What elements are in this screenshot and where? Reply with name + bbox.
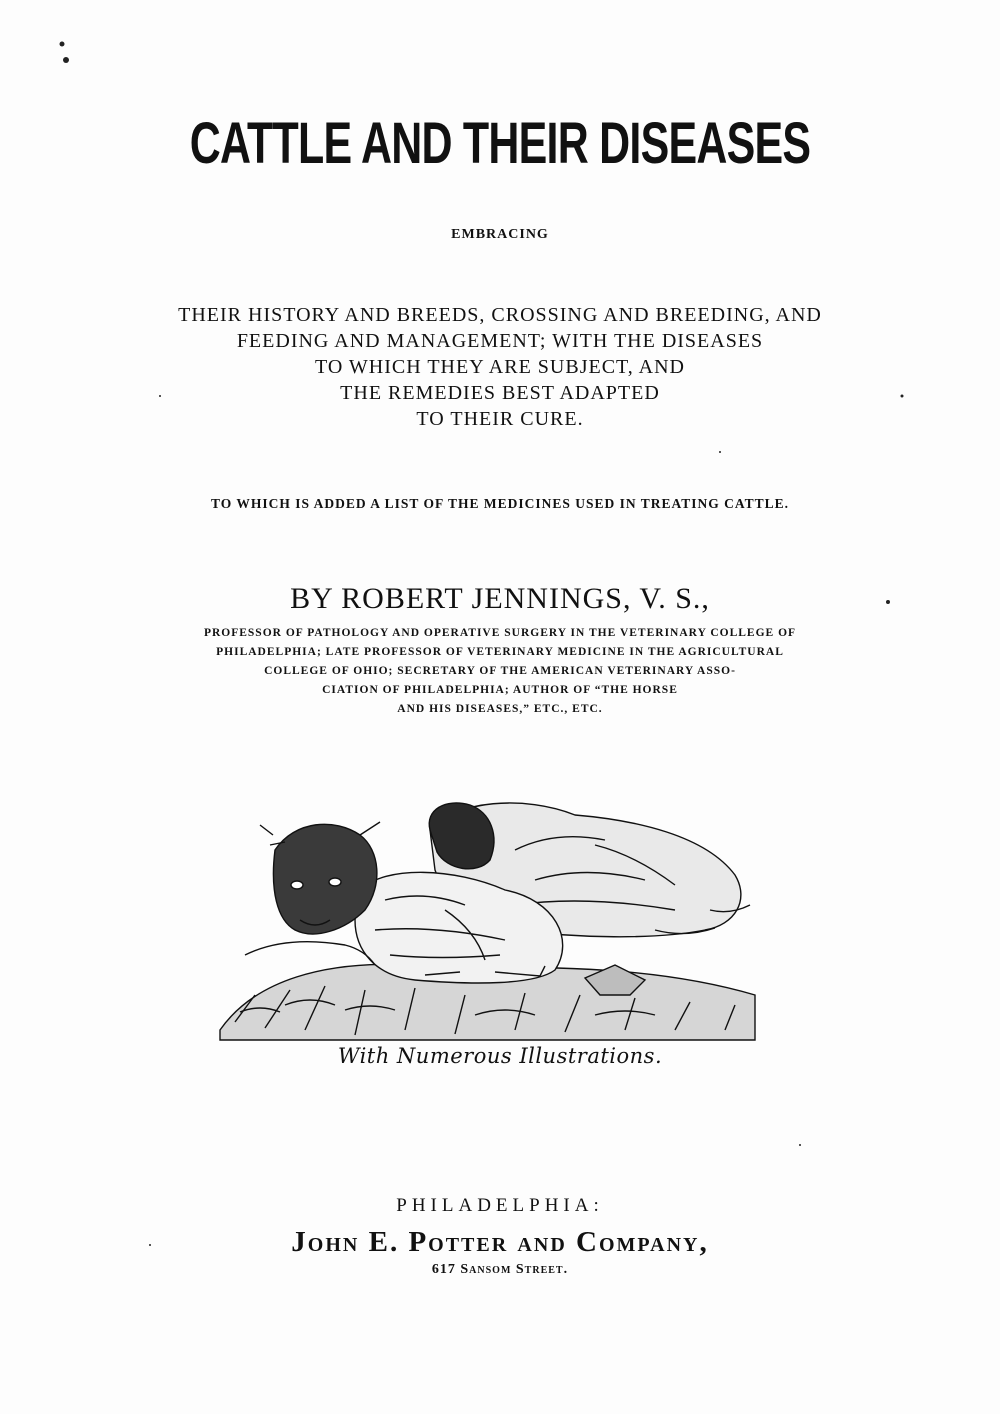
credentials-line-4: CIATION OF PHILADELPHIA; AUTHOR OF “THE HORSE <box>322 684 678 696</box>
imprint-city: PHILADELPHIA: <box>396 1195 604 1216</box>
credentials-line-1: PROFESSOR OF PATHOLOGY AND OPERATIVE SURGERY IN THE VETERINARY COLLEGE OF <box>203 627 797 639</box>
added-note: TO WHICH IS ADDED A LIST OF THE MEDICINES USED IN TREATING CATTLE. <box>210 496 790 511</box>
imprint-address: 617 Sansom Street. <box>431 1262 569 1277</box>
subtitle-line-3: TO WHICH THEY ARE SUBJECT, AND <box>314 356 686 378</box>
subtitle-line-4: THE REMEDIES BEST ADAPTED <box>340 382 660 404</box>
subtitle-line-1: THEIR HISTORY AND BREEDS, CROSSING AND BREEDING, AND <box>178 304 822 326</box>
imprint-publisher: John E. Potter and Company, <box>291 1226 709 1258</box>
cattle-engraving <box>215 790 760 1045</box>
book-title: CATTLE AND THEIR DISEASES <box>189 111 811 176</box>
subtitle-line-2: FEEDING AND MANAGEMENT; WITH THE DISEASES <box>236 330 764 352</box>
subtitle-line-5: TO THEIR CURE. <box>416 408 584 430</box>
credentials-line-3: COLLEGE OF OHIO; SECRETARY OF THE AMERICAN VETERINARY ASSO- <box>264 665 736 677</box>
illustrations-caption: With Numerous Illustrations. <box>337 1044 663 1068</box>
credentials-line-2: PHILADELPHIA; LATE PROFESSOR OF VETERINARY MEDICINE IN THE AGRICULTURAL <box>216 646 784 658</box>
embracing-label: EMBRACING <box>451 227 549 242</box>
credentials-line-5: AND HIS DISEASES,” ETC., ETC. <box>397 703 603 715</box>
author-line: BY ROBERT JENNINGS, V. S., <box>290 582 710 615</box>
